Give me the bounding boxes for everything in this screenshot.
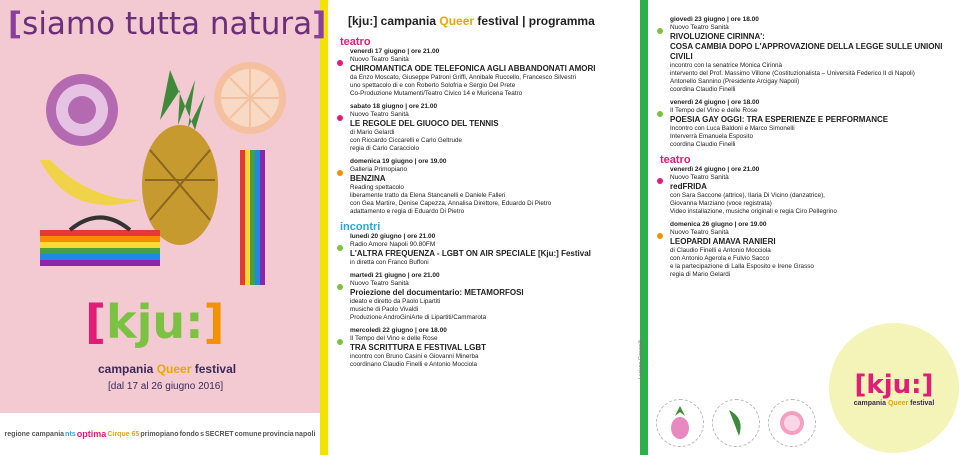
event-detail: regia di Carlo Caracciolo [350,145,419,152]
event-title: COSA CAMBIA DOPO L'APPROVAZIONE DELLA LEGGE SULLE UNIONI CIVILI [670,42,943,61]
event-place: Il Tempo del Vino e delle Rose [670,107,758,114]
poster-brand: [kju:] [85,295,225,349]
event-place: Nuovo Teatro Sanità [350,111,409,118]
event-detail: liberamente tratto da Elena Stancanelli e Daniele Falleri [350,192,506,199]
event-date: lunedì 20 giugno | ore 21.00 [350,233,436,240]
event-place: Il Tempo del Vino e delle Rose [350,335,438,342]
event-place: Radio Amore Napoli 90.80FM [350,241,436,248]
event-detail: incontro con Bruno Casini e Giovanni Minerba [350,353,479,360]
sponsor-logo: SECRET [205,430,234,438]
section-incontri: incontri [340,221,381,233]
banana-badge-icon [712,399,760,447]
sponsor-logo: optima [76,429,107,439]
event-detail: regia di Mario Gelardi [670,271,731,278]
green-divider [640,0,648,455]
event-detail: musiche di Paolo Vivaldi [350,306,419,313]
event-detail: Video installazione, musiche originali e regia Ciro Pellegrino [670,208,837,215]
sponsor-logo: fondo [179,430,200,438]
event-detail: intervento del Prof. Massimo Villone (Costituzionalista – Università Federico II di Napoli) [670,70,915,77]
event-title: BENZINA [350,174,386,183]
event-title: LEOPARDI AMAVA RANIERI [670,237,776,246]
event-detail: ideato e diretto da Paolo Lipartiti [350,298,441,305]
event-title: redFRIDA [670,182,707,191]
sponsor-logo: nts [65,430,76,438]
sponsor-bar [0,413,320,455]
event-detail: incontro con la senatrice Monica Cirinnà [670,62,783,69]
banana-icon [40,160,140,205]
grapefruit-badge-icon [768,399,816,447]
event-detail: Interverrà Emanuela Esposito [670,133,753,140]
event-detail: da Enzo Moscato, Giuseppe Patroni Griffi, Annibale Ruccello, Francesco Silvestri [350,74,576,81]
event-detail: in diretta con Franco Buffoni [350,259,429,266]
event-detail: di Claudio Finelli e Antonio Mocciola [670,247,771,254]
event-date: mercoledì 22 giugno | ore 18.00 [350,327,447,334]
event-item [340,272,632,322]
festival-logo [829,323,959,453]
event-detail: Incontro con Luca Baldoni e Marco Simonelli [670,125,795,132]
event-place: Nuovo Teatro Sanità [670,24,729,31]
sponsor-logo: provincia [262,430,294,438]
sponsor-logo: napoli [294,430,316,438]
event-date: venerdì 17 giugno | ore 21.00 [350,48,440,55]
event-detail: e la partecipazione di Lalla Esposito e Irene Grasso [670,263,814,270]
rainbow-strip-icon [240,150,265,285]
sponsor-logo: comune [234,430,262,438]
event-detail: uno spettacolo di e con Roberto Solofria e Sergio Del Prete [350,82,516,89]
event-title: L'ALTRA FREQUENZA - LGBT ON AIR SPECIALE [Kju:] Festival [350,249,591,258]
event-detail: con Riccardo Ciccarelli e Carlo Geltrude [350,137,462,144]
fruit-illustration [30,50,300,290]
event-detail: Produzione AndroGiniArte di Lipartiti/Cammarota [350,314,487,321]
event-detail: coordinano Claudio Finelli e Antonio Mocciola [350,361,478,368]
program-column-1 [328,0,644,455]
event-place: Nuovo Teatro Sanità [670,229,729,236]
event-detail: coordina Claudio Finelli [670,141,736,148]
event-place: Nuovo Teatro Sanità [350,56,409,63]
event-date: sabato 18 giugno | ore 21.00 [350,103,438,110]
logo-subtitle: campania Queer festival [853,399,935,407]
pineapple-leaves-icon [160,70,205,130]
event-item [660,166,945,216]
event-detail: con Sara Saccone (attrice), Ilaria Di Vicino (danzatrice), [670,192,825,199]
poster-dates: [dal 17 al 26 giugno 2016] [108,381,224,392]
event-title: CHIROMANTICA ODE TELEFONICA AGLI ABBANDONATI AMORI [350,64,596,73]
event-place: Nuovo Teatro Sanità [670,174,729,181]
event-date: venerdì 24 giugno | ore 18.00 [670,99,760,106]
program-column-2 [648,0,953,455]
photo-credit: Luciano Ciccarelli [638,340,644,380]
poster-subtitle: campania Queer festival [98,362,237,376]
pineapple-badge-icon [656,399,704,447]
event-title: LE REGOLE DEL GIUOCO DEL TENNIS [350,119,499,128]
event-item [340,327,632,369]
event-item [660,221,945,279]
event-place: Nuovo Teatro Sanità [350,280,409,287]
event-title: TRA SCRITTURA E FESTIVAL LGBT [350,343,486,352]
event-date: venerdì 24 giugno | ore 21.00 [670,166,760,173]
event-date: giovedì 23 giugno | ore 18.00 [670,16,759,23]
festival-poster [0,0,327,455]
sponsor-logo: primopiano [140,430,179,438]
event-detail: Reading spettacolo [350,184,404,191]
queer-icons [656,399,816,447]
rainbow-flipflop-icon [40,218,160,267]
event-title: POESIA GAY OGGI: TRA ESPERIENZE E PERFORMANCE [670,115,889,124]
event-detail: Giovanna Marziano (voce registrata) [670,200,772,207]
section-teatro: teatro [660,154,691,166]
sponsor-logo: regione campania [4,430,65,438]
event-item [660,99,945,149]
event-title: RIVOLUZIONE CIRINNA': [670,32,765,41]
event-date: domenica 19 giugno | ore 19.00 [350,158,447,165]
program-header: [kju:] campania Queer festival | programma [348,14,595,28]
event-detail: adattamento e regia di Eduardo Di Pietro [350,208,465,215]
event-place: Galleria Primopiano [350,166,408,173]
sponsor-logo: Cirque 65 [107,430,140,438]
section-teatro: teatro [340,36,371,48]
event-detail: Co-Produzione Mutamenti/Teatro Civico 14 e Muricena Teatro [350,90,523,97]
event-date: martedì 21 giugno | ore 21.00 [350,272,440,279]
sponsor-logo: s [200,430,205,438]
event-item [340,103,632,153]
event-item [340,158,632,216]
event-detail: di Mario Gelardi [350,129,395,136]
event-detail: con Gea Martire, Denise Capezza, Annalisa Direttore, Eduardo Di Pietro [350,200,552,207]
event-detail: con Antonio Agerola e Fulvio Sacco [670,255,770,262]
event-detail: coordina Claudio Finelli [670,86,736,93]
poster-title: [siamo tutta natura] [8,6,327,42]
event-item [340,48,632,98]
event-item [340,233,632,267]
event-title: Proiezione del documentario: METAMORFOSI [350,288,524,297]
event-date: domenica 26 giugno | ore 19.00 [670,221,767,228]
logo-brand: [kju:] [854,369,934,400]
event-item [660,16,945,94]
event-detail: Antonello Sannino (Presidente Arcigay Napoli) [670,78,800,85]
yellow-divider [320,0,328,455]
